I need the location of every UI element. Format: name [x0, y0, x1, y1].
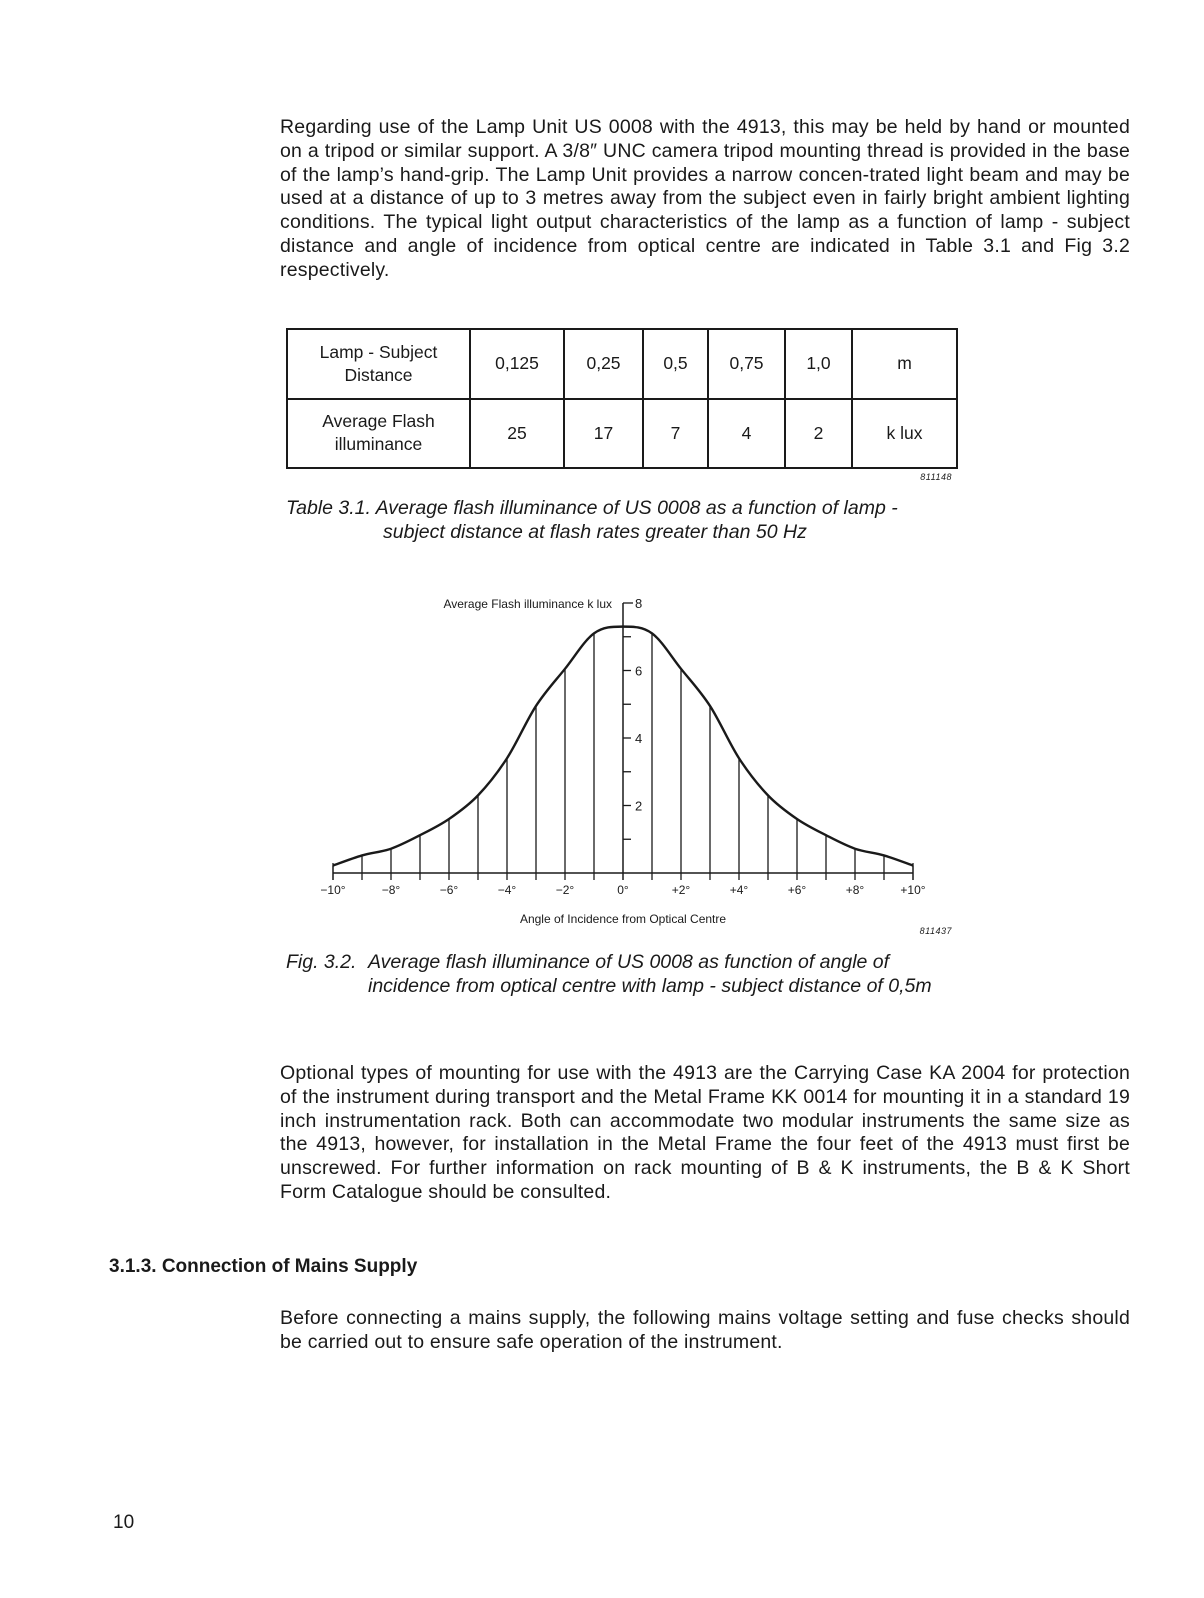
mains-paragraph: Before connecting a mains supply, the following mains voltage setting and fuse checks should be carried out to ensure safe operation of the instrument.: [280, 1307, 1130, 1353]
table-reference-code: 811148: [920, 472, 952, 482]
y-tick-label: 4: [635, 731, 643, 746]
x-tick-label: −2°: [555, 883, 575, 897]
unit-cell: k lux: [852, 399, 957, 469]
x-tick-label: −8°: [381, 883, 401, 897]
table-cell: 0,5: [643, 329, 708, 399]
y-tick-label: 2: [635, 798, 643, 814]
intro-paragraph: Regarding use of the Lamp Unit US 0008 with the 4913, this may be held by hand or mounted on a tripod or similar support. A 3/8″ UNC camera tripod mounting thread is provided in the base of the lamp’s hand-grip. The Lamp Unit provides a narrow concen-trated light beam and may be used at a distance of up to 3 metres away from the subject even in fairly bright ambient lighting conditions. The typical light output characteristics of the lamp as a function of lamp - subject distance and angle of incidence from optical centre are indicated in Table 3.1 and Fig 3.2 respectively.: [280, 116, 1130, 281]
x-tick-label: −6°: [439, 883, 459, 897]
x-axis-label: Angle of Incidence from Optical Centre: [519, 912, 727, 926]
figure-reference-code: 811437: [919, 926, 952, 936]
figure-caption-number: Fig. 3.2.: [286, 951, 357, 973]
table-cell: 4: [708, 399, 785, 469]
table-cell: 0,25: [564, 329, 643, 399]
section-heading: 3.1.3. Connection of Mains Supply: [109, 1256, 418, 1277]
x-tick-label: +6°: [787, 883, 807, 897]
x-tick-label: +10°: [900, 883, 926, 897]
x-tick-label: −10°: [320, 883, 346, 897]
table-caption-line-1: Table 3.1. Average flash illuminance of US 0008 as a function of lamp -: [286, 497, 898, 519]
table-cell: 7: [643, 399, 708, 469]
page-number: 10: [113, 1512, 135, 1533]
y-tick-label: 6: [635, 663, 643, 679]
table-cell: 2: [785, 399, 852, 469]
row-label: Lamp - Subject Distance: [287, 329, 470, 399]
x-tick-label: 0°: [617, 883, 629, 897]
x-tick-label: +4°: [729, 883, 749, 897]
table-caption-line-2: subject distance at flash rates greater than 50 Hz: [383, 521, 807, 543]
y-axis-label: Average Flash illuminance k lux: [443, 597, 612, 611]
table-cell: 1,0: [785, 329, 852, 399]
figure-caption-text: Average flash illuminance of US 0008 as function of angle of incidence from optical centre with lamp - subject distance of 0,5m: [368, 951, 932, 997]
table-cell: 0,75: [708, 329, 785, 399]
x-tick-label: +2°: [671, 883, 691, 897]
table-cell: 0,125: [470, 329, 564, 399]
table-cell: 25: [470, 399, 564, 469]
y-tick-label: 8: [635, 596, 643, 611]
unit-cell: m: [852, 329, 957, 399]
mounting-paragraph: Optional types of mounting for use with the 4913 are the Carrying Case KA 2004 for protection of the instrument during transport and the Metal Frame KK 0014 for mounting it in a standard 19 inch instrumentation rack. Both can accommodate two modular instruments the same size as the 4913, however, for installation in the Metal Frame the four feet of the 4913 must first be unscrewed. For further information on rack mounting of B & K instruments, the B & K Short Form Catalogue should be consulted.: [280, 1062, 1130, 1203]
row-label: Average Flash illuminance: [287, 399, 470, 469]
x-tick-label: +8°: [845, 883, 865, 897]
table-cell: 17: [564, 399, 643, 469]
x-tick-label: −4°: [497, 883, 517, 897]
